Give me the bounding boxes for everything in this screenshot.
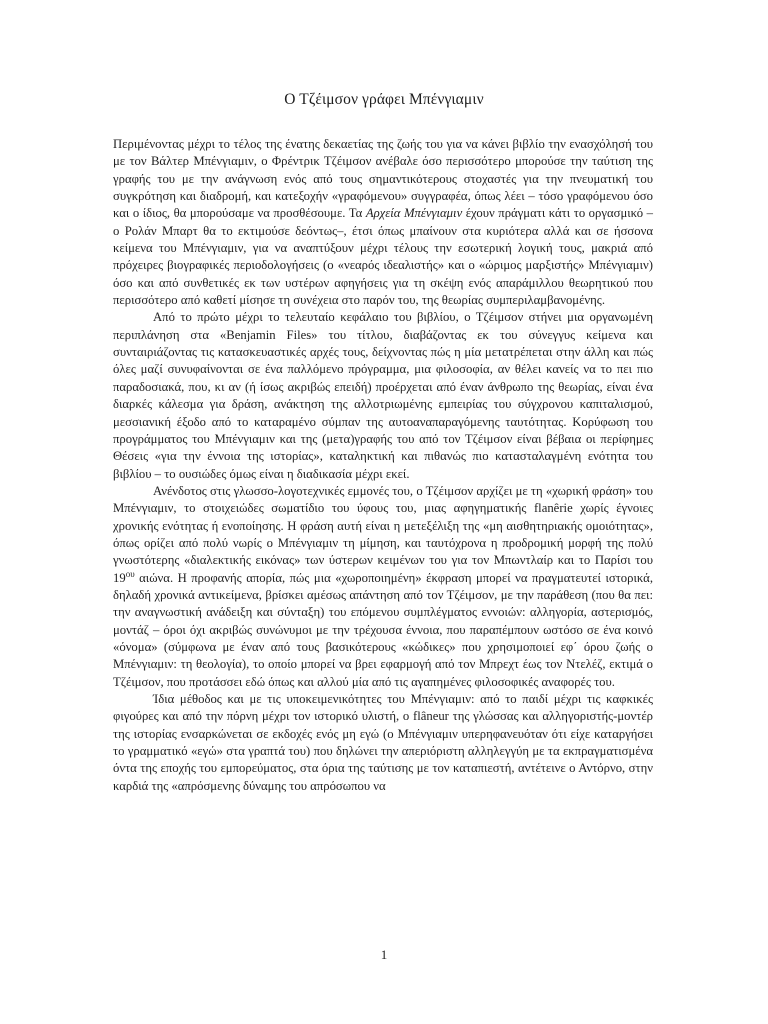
page-title: Ο Τζέιμσον γράφει Μπένγιαμιν — [284, 91, 484, 108]
paragraph-text: αιώνα. Η προφανής απορία, πώς μια «χωροποιημένη» έκφραση μπορεί να πραγματευτεί ιστορικά, δηλαδή χρονικά αντικείμενα, βρίσκει αμέσως απάντηση από τον Τζέιμσον, με την παράθεση (που θα πει: την αναγνωστική ανάδειξη και σύνταξη) του επόμενου συμπλέγματος εννοιών: αλληγορία, αστερισμός, μοντάζ – όροι όχι ακριβώς συνώνυμοι με την τρέχουσα έννοια, που παραπέμπουν ωστόσο σε ένα κοινό «όνομα» (σύμφωνα με έναν από τους βασικότερους «κώδικες» που χρησιμοποιεί εφ΄ όρου ζωής ο Μπένγιαμιν: τη θεολογία), το οποίο μπορεί να βρει εφαρμογή από τον Μπρεχτ έως τον Ντελέζ, εκτιμά ο Τζέιμσον, που προτάσσει εδώ όπως και αλλού μία από τις αγαπημένες φιλοσοφικές αναφορές του. — [113, 570, 653, 689]
body-text — [113, 136, 653, 795]
paragraph-text: έχουν πράγματι κάτι το οργασμικό –ο Ρολάν Μπαρτ θα το εκτιμούσε δεόντως–, έτσι όπως μπαίνουν στα κυριότερα αλλά και σε ήσσονα κείμενα του Μπένγιαμιν, για να αναπτύξουν μέχρι τέλους την εσωτερική λογική τους, μακριά από πρόχειρες βιογραφικές περιοδολογήσεις (ο «νεαρός ιδεαλιστής» και ο «ώριμος μαρξιστής» Μπένγιαμιν) όσο και από συνθετικές εκ των υστέρων αφηγήσεις για τη σκέψη ενός απαράμιλλου θεωρητικού που περισσότερο από καθετί μίσησε τη συνέχεια στο παρόν του, της θεωρίας συμπεριλαμβανομένης. — [113, 206, 653, 308]
page-number: 1 — [380, 947, 388, 962]
superscript-text: ου — [125, 568, 135, 579]
italic-text: Αρχεία Μπένγιαμιν — [365, 206, 463, 221]
paragraph — [113, 309, 653, 482]
paragraph-text: Ανένδοτος στις γλωσσο-λογοτεχνικές εμμονές του, ο Τζέιμσον αρχίζει με τη «χωρική φράση» του Μπένγιαμιν, το στοιχειώδες σωματίδιο του ύφους του, μιας αφηγηματικής flanêrie χωρίς έγνοιες χρονικής ενότητας ή ενοποίησης. Η φράση αυτή είναι η μετεξέλιξη της «μη αισθητηριακής ομοιότητας», όπως ορίζει από πολύ νωρίς ο Μπένγιαμιν τη μίμηση, και ταυτόχρονα η προδρομική μορφή της πολύ γνωστότερης «διαλεκτικής εικόνας» των ύστερων κειμένων του για τον Μπωντλαίρ και το Παρίσι του 19 — [113, 483, 653, 585]
paragraph — [113, 691, 653, 795]
paragraph-text: Από το πρώτο μέχρι το τελευταίο κεφάλαιο του βιβλίου, ο Τζέιμσον στήνει μια οργανωμένη περιπλάνηση στα «Benjamin Files» του τίτλου, διαβάζοντας εκ του σύνεγγυς κείμενα και συνταιριάζοντας τις κατασκευαστικές αρχές τους, δείχνοντας πώς η μία μετατρέπεται στην άλλη και πώς όλες μαζί συνυφαίνονται σε ένα παλλόμενο πρόγραμμα, μια φιλοσοφία, αν θέλει κανείς να το πει πιο παραδοσιακά, που, κι αν (ή ίσως ακριβώς επειδή) προέρχεται από έναν άνθρωπο της θεωρίας, είναι ένα διαρκές κάλεσμα για δράση, ανάκτηση της αλλοτριωμένης εμπειρίας του σύγχρονου καπιταλισμού, μεσσιανική έξοδο από το καταραμένο σύμπαν της αυτοαναπαραγόμενης ταυτότητας. Κορύφωση του προγράμματος του Μπένγιαμιν και της (μετα)γραφής του από τον Τζέιμσον είναι βέβαια οι περίφημες Θέσεις «για την έννοια της ιστορίας», καταληκτική και πιθανώς πιο κατασταλαγμένη ενότητα του βιβλίου – το ουσιώδες όμως είναι η διαδικασία μέχρι εκεί. — [113, 310, 653, 481]
paragraph — [113, 483, 653, 691]
paragraph-text: Περιμένοντας μέχρι το τέλος της ένατης δεκαετίας της ζωής του για να κάνει βιβλίο την ενασχόλησή του με τον Βάλτερ Μπένγιαμιν, ο Φρέντρικ Τζέιμσον ανέβαλε όσο περισσότερο μπορούσε την ταύτιση της γραφής του με την ανάγνωση ενός από τους σημαντικότερους στοχαστές για την πνευματική του συγκρότηση και διαδρομή, και κατεξοχήν «γραφόμενου» συγγραφέα, όπως λέει – τόσο γραφόμενου όσο και ο ίδιος, θα μπορούσαμε να προσθέσουμε. Τα — [113, 137, 653, 221]
paragraph — [113, 136, 653, 309]
paragraph-text: Ίδια μέθοδος και με τις υποκειμενικότητες του Μπένγιαμιν: από το παιδί μέχρι τις καφκικές φιγούρες και από την πόρνη μέχρι τον ιστορικό υλιστή, ο flâneur της γλώσσας και αλληγοριστής-μοντέρ της ιστορίας ενσαρκώνεται σε εκδοχές ενός μη εγώ (ο Μπένγιαμιν υπερηφανευόταν ότι είχε καταργήσει το γραμματικό «εγώ» στα γραπτά του) που δηλώνει την απεριόριστη αλληλεγγύη με τα εκπραγματισμένα όντα της εποχής του εμπορεύματος, στα όρια της ταύτισης με τον καταπιεστή, αντέτεινε ο Αντόρνο, στην καρδιά της «απρόσμενης δύναμης του απρόσωπου να — [113, 692, 653, 793]
